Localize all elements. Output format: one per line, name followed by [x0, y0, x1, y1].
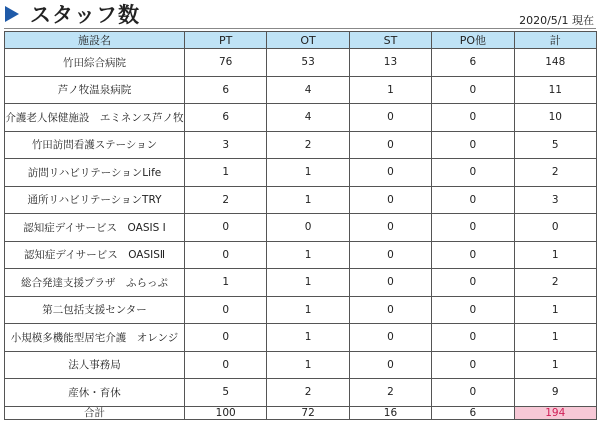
table-footer-row: [5, 406, 597, 419]
grand-total-label: 合計: [5, 406, 185, 419]
st-count: 0: [349, 214, 431, 242]
st-count: 0: [349, 269, 431, 297]
page-title: スタッフ数: [30, 3, 140, 27]
row-total: 1: [514, 351, 596, 379]
po-count: 0: [432, 379, 514, 407]
pt-count: 1: [185, 159, 267, 187]
facility-name: 法人事務局: [5, 351, 185, 379]
ot-count: 1: [267, 269, 349, 297]
row-total: 2: [514, 159, 596, 187]
st-count: 2: [349, 379, 431, 407]
pt-count: 1: [185, 269, 267, 297]
st-count: 13: [349, 49, 431, 77]
po-count: 0: [432, 104, 514, 132]
facility-name: 小規模多機能型居宅介護 オレンジ: [5, 324, 185, 352]
as-of-date: 2020/5/1 現在: [519, 14, 594, 27]
st-grand-total: 16: [349, 406, 431, 419]
ot-count: 1: [267, 324, 349, 352]
table-row: [5, 351, 597, 379]
facility-name: 認知症デイサービス OASISⅡ: [5, 241, 185, 269]
table-row: [5, 269, 597, 297]
pt-count: 2: [185, 186, 267, 214]
st-count: 0: [349, 324, 431, 352]
table-row: [5, 159, 597, 187]
row-total: 10: [514, 104, 596, 132]
pt-count: 0: [185, 214, 267, 242]
table-row: [5, 296, 597, 324]
pt-count: 0: [185, 351, 267, 379]
ot-count: 2: [267, 131, 349, 159]
pt-count: 5: [185, 379, 267, 407]
ot-count: 1: [267, 159, 349, 187]
st-count: 0: [349, 351, 431, 379]
ot-count: 1: [267, 351, 349, 379]
table-row: [5, 49, 597, 77]
row-total: 5: [514, 131, 596, 159]
pt-count: 6: [185, 76, 267, 104]
header-pt: PT: [185, 32, 267, 49]
table-row: [5, 214, 597, 242]
table-header-row: [5, 32, 597, 49]
row-total: 9: [514, 379, 596, 407]
ot-count: 1: [267, 241, 349, 269]
st-count: 0: [349, 296, 431, 324]
header-ot: OT: [267, 32, 349, 49]
po-count: 0: [432, 269, 514, 297]
row-total: 11: [514, 76, 596, 104]
st-count: 0: [349, 104, 431, 132]
row-total: 1: [514, 241, 596, 269]
po-count: 0: [432, 296, 514, 324]
table-row: [5, 131, 597, 159]
ot-count: 1: [267, 186, 349, 214]
row-total: 3: [514, 186, 596, 214]
ot-count: 4: [267, 104, 349, 132]
po-count: 0: [432, 351, 514, 379]
ot-grand-total: 72: [267, 406, 349, 419]
facility-name: 訪問リハビリテーションLife: [5, 159, 185, 187]
table-row: [5, 186, 597, 214]
ot-count: 0: [267, 214, 349, 242]
facility-name: 竹田綜合病院: [5, 49, 185, 77]
triangle-marker-icon: [5, 6, 19, 22]
st-count: 0: [349, 186, 431, 214]
pt-count: 0: [185, 241, 267, 269]
st-count: 0: [349, 131, 431, 159]
po-count: 0: [432, 241, 514, 269]
row-total: 1: [514, 324, 596, 352]
pt-count: 76: [185, 49, 267, 77]
facility-name: 産休・育休: [5, 379, 185, 407]
table-row: [5, 76, 597, 104]
header-facility-name: 施設名: [5, 32, 185, 49]
facility-name: 総合発達支援プラザ ふらっぷ: [5, 269, 185, 297]
staff-count-table: [4, 31, 597, 420]
po-count: 0: [432, 159, 514, 187]
row-total: 1: [514, 296, 596, 324]
po-count: 0: [432, 324, 514, 352]
po-count: 0: [432, 131, 514, 159]
header-total: 計: [514, 32, 596, 49]
table-row: [5, 241, 597, 269]
facility-name: 認知症デイサービス OASIS I: [5, 214, 185, 242]
st-count: 0: [349, 159, 431, 187]
row-total: 2: [514, 269, 596, 297]
ot-count: 2: [267, 379, 349, 407]
row-total: 148: [514, 49, 596, 77]
pt-count: 0: [185, 296, 267, 324]
ot-count: 1: [267, 296, 349, 324]
st-count: 1: [349, 76, 431, 104]
ot-count: 53: [267, 49, 349, 77]
table-row: [5, 104, 597, 132]
pt-count: 0: [185, 324, 267, 352]
pt-count: 6: [185, 104, 267, 132]
po-count: 6: [432, 49, 514, 77]
facility-name: 通所リハビリテーションTRY: [5, 186, 185, 214]
pt-grand-total: 100: [185, 406, 267, 419]
facility-name: 第二包括支援センター: [5, 296, 185, 324]
row-total: 0: [514, 214, 596, 242]
facility-name: 介護老人保健施設 エミネンス芦ノ牧: [5, 104, 185, 132]
po-count: 0: [432, 214, 514, 242]
po-count: 0: [432, 186, 514, 214]
table-row: [5, 379, 597, 407]
header-po-other: PO他: [432, 32, 514, 49]
facility-name: 芦ノ牧温泉病院: [5, 76, 185, 104]
overall-grand-total: 194: [514, 406, 596, 419]
st-count: 0: [349, 241, 431, 269]
po-grand-total: 6: [432, 406, 514, 419]
po-count: 0: [432, 76, 514, 104]
pt-count: 3: [185, 131, 267, 159]
facility-name: 竹田訪問看護ステーション: [5, 131, 185, 159]
table-row: [5, 324, 597, 352]
header-st: ST: [349, 32, 431, 49]
title-underline: [4, 28, 596, 29]
ot-count: 4: [267, 76, 349, 104]
